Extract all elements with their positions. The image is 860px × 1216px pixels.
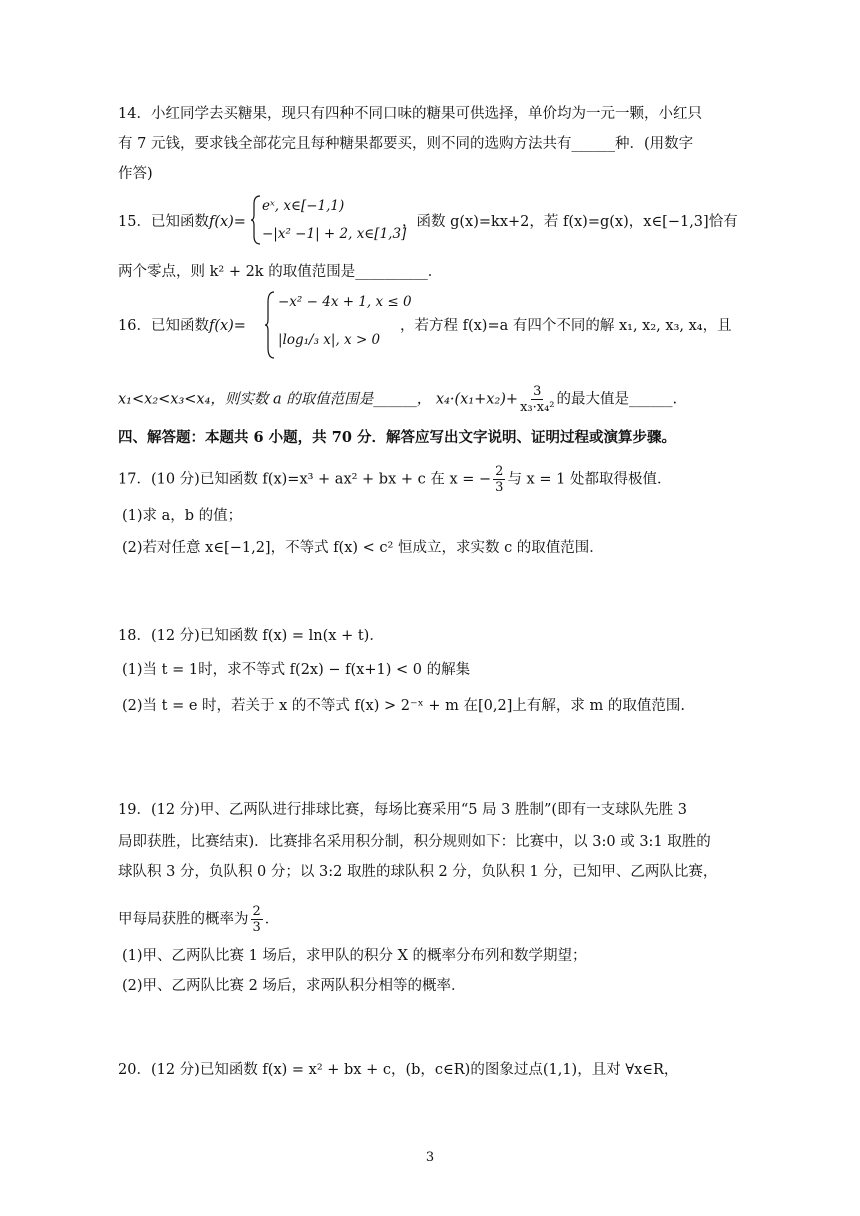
q17-frac-den: 3 (495, 480, 504, 495)
q16-prefix: 16．已知函数 (118, 318, 209, 334)
q14-line-2: 有 7 元钱，要求钱全部花完且每种糖果都要买，则不同的选购方法共有______种．(用数字 (118, 136, 694, 152)
q15-suffix: ，函数 g(x)=kx+2，若 f(x)=g(x)，x∈[−1,3]恰有 (402, 214, 738, 230)
q18-part-2: (2)当 t = e 时，若关于 x 的不等式 f(x) > 2⁻ˣ + m 在[0,2]上有解，求 m 的取值范围. (122, 698, 685, 714)
q15-prefix: 15．已知函数 (118, 214, 209, 230)
q16-line-2b: x₄·(x₁+x₂)+ (435, 391, 519, 408)
q18-stem: 18．(12 分)已知函数 f(x) = ln(x + t)． (118, 628, 384, 644)
q16-case-1: −x² − 4x + 1, x ≤ 0 (278, 294, 412, 310)
q14-line-1: 14．小红同学去买糖果，现只有四种不同口味的糖果可供选择，单价均为一元一颗，小红只 (118, 106, 702, 122)
q19-frac-num: 2 (252, 904, 261, 919)
q15-brace (250, 194, 262, 246)
q19-line-1: 19．(12 分)甲、乙两队进行排球比赛，每场比赛采用“5 局 3 胜制”(即有一支球队先胜 3 (118, 802, 687, 818)
q16-suffix: ，若方程 f(x)=a 有四个不同的解 x₁, x₂, x₃, x₄，且 (400, 318, 732, 334)
q18-part-1: (1)当 t = 1时，求不等式 f(2x) − f(x+1) < 0 的解集 (122, 662, 471, 678)
q15-line-2: 两个零点，则 k² + 2k 的取值范围是__________． (118, 264, 443, 280)
q16-line-2c: 的最大值是______. (556, 391, 678, 408)
q19-line-4 (118, 904, 758, 935)
q17-stem-a: 17．(10 分)已知函数 f(x)=x³ + ax² + bx + c 在 x = − (118, 471, 492, 488)
q14-line-3: 作答) (118, 166, 153, 182)
q15-case-1: eˣ, x∈[−1,1) (262, 198, 345, 214)
q20-line-1: 20．(12 分)已知函数 f(x) = x² + bx + c，(b，c∈R)的图象过点(1,1)，且对 ∀x∈R， (118, 1062, 679, 1078)
q19-fraction (251, 904, 263, 935)
q19-part-2: (2)甲、乙两队比赛 2 场后，求两队积分相等的概率． (122, 978, 466, 994)
q16-line-2a: x₁<x₂<x₃<x₄，则实数 a 的取值范围是______， (118, 391, 432, 408)
q17-stem-b: 与 x = 1 处都取得极值． (507, 471, 672, 488)
section-heading: 四、解答题：本题共 6 小题，共 70 分．解答应写出文字说明、证明过程或演算步骤。 (118, 429, 676, 446)
q19-line-2: 局即获胜，比赛结束)．比赛排名采用积分制，积分规则如下：比赛中，以 3:0 或 3:1 取胜的 (118, 834, 711, 850)
q17-part-1: (1)求 a，b 的值； (122, 508, 243, 524)
q15-fx: f(x)= (208, 214, 246, 230)
q19-frac-den: 3 (252, 920, 261, 935)
q16-fx: f(x)= (208, 318, 246, 334)
q15-case-2: −|x² −1| + 2, x∈[1,3] (262, 226, 407, 242)
q16-case-2: |log₁/₃ x|, x > 0 (278, 332, 381, 348)
q16-frac-den: x₃·x₄² (520, 400, 555, 415)
page-number: 3 (425, 1150, 435, 1165)
q19-line-4a: 甲每局获胜的概率为 (118, 911, 249, 928)
q16-line-2 (118, 384, 758, 415)
q19-line-4b: ． (264, 911, 280, 928)
q17-frac-num: 2 (495, 464, 504, 479)
q17-fraction (493, 464, 505, 495)
q16-brace (264, 290, 276, 360)
q16-fraction (520, 384, 554, 415)
q19-line-3: 球队积 3 分，负队积 0 分；以 3:2 取胜的球队积 2 分，负队积 1 分，已知甲、乙两队比赛， (118, 864, 718, 880)
q17-part-2: (2)若对任意 x∈[−1,2]，不等式 f(x) < c² 恒成立，求实数 c 的取值范围． (122, 540, 604, 556)
q19-part-1: (1)甲、乙两队比赛 1 场后，求甲队的积分 X 的概率分布列和数学期望； (122, 948, 587, 964)
q17-stem (118, 464, 758, 495)
q16-frac-num: 3 (533, 384, 542, 399)
